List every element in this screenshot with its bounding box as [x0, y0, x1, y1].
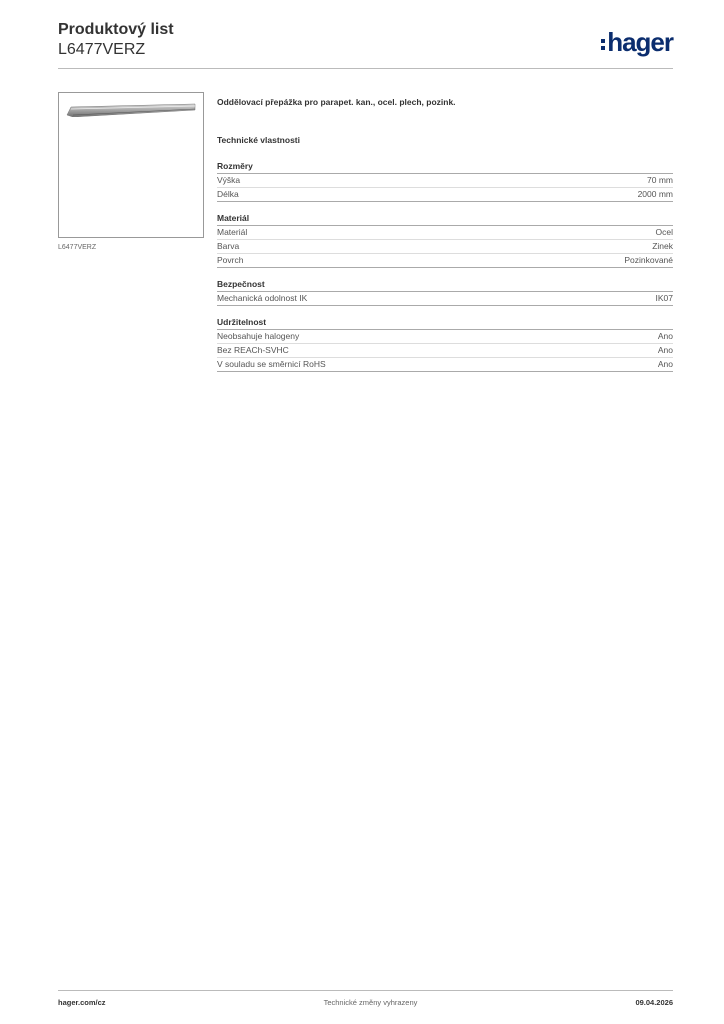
spec-value: Ano: [657, 331, 673, 341]
technical-heading: Technické vlastnosti: [217, 135, 300, 145]
steel-partition-rail-icon: [65, 103, 197, 117]
footer-notice: Technické změny vyhrazeny: [323, 998, 418, 1007]
spec-label: Výška: [217, 175, 241, 185]
spec-row: [217, 254, 673, 268]
spec-label: Povrch: [217, 255, 244, 265]
spec-value: Ano: [657, 359, 673, 369]
spec-section: [217, 212, 673, 268]
spec-row: [217, 188, 673, 202]
spec-label: Neobsahuje halogeny: [217, 331, 300, 341]
section-title: Materiál: [217, 212, 673, 226]
spec-section: [217, 278, 673, 306]
footer-website[interactable]: hager.com/cz: [58, 998, 106, 1007]
product-description: Oddělovací přepážka pro parapet. kan., ocel. plech, pozink.: [217, 97, 456, 107]
header-divider: [58, 68, 673, 69]
spec-row: [217, 240, 673, 254]
spec-sections: [217, 160, 673, 372]
spec-label: Materiál: [217, 227, 248, 237]
spec-row: [217, 344, 673, 358]
spec-value: 2000 mm: [637, 189, 673, 199]
spec-row: [217, 292, 673, 306]
section-title: Udržitelnost: [217, 316, 673, 330]
spec-label: Bez REACh-SVHC: [217, 345, 289, 355]
spec-row: [217, 226, 673, 240]
spec-row: [217, 330, 673, 344]
section-title: Bezpečnost: [217, 278, 673, 292]
spec-section: [217, 160, 673, 202]
spec-value: IK07: [655, 293, 673, 303]
product-details: [217, 96, 673, 382]
spec-value: 70 mm: [647, 175, 673, 185]
spec-value: Zinek: [652, 241, 673, 251]
footer-date: 09.04.2026: [635, 998, 673, 1007]
product-image: [58, 92, 204, 238]
spec-label: Barva: [217, 241, 240, 251]
spec-label: V souladu se směrnicí RoHS: [217, 359, 326, 369]
spec-value: Ano: [657, 345, 673, 355]
spec-value: Ocel: [655, 227, 673, 237]
logo-text: hager: [607, 27, 673, 57]
spec-value: Pozinkované: [624, 255, 673, 265]
logo-dots-icon: [601, 39, 605, 50]
page-title: Produktový list: [58, 21, 174, 38]
spec-row: [217, 358, 673, 372]
section-title: Rozměry: [217, 160, 673, 174]
page-footer: [58, 998, 673, 1007]
spec-label: Délka: [217, 189, 239, 199]
product-code: L6477VERZ: [58, 41, 146, 58]
image-caption: L6477VERZ: [58, 244, 97, 251]
page-header: [58, 20, 673, 66]
footer-divider: [58, 990, 673, 991]
spec-row: [217, 174, 673, 188]
spec-section: [217, 316, 673, 372]
spec-label: Mechanická odolnost IK: [217, 293, 308, 303]
hager-logo: [601, 28, 673, 56]
